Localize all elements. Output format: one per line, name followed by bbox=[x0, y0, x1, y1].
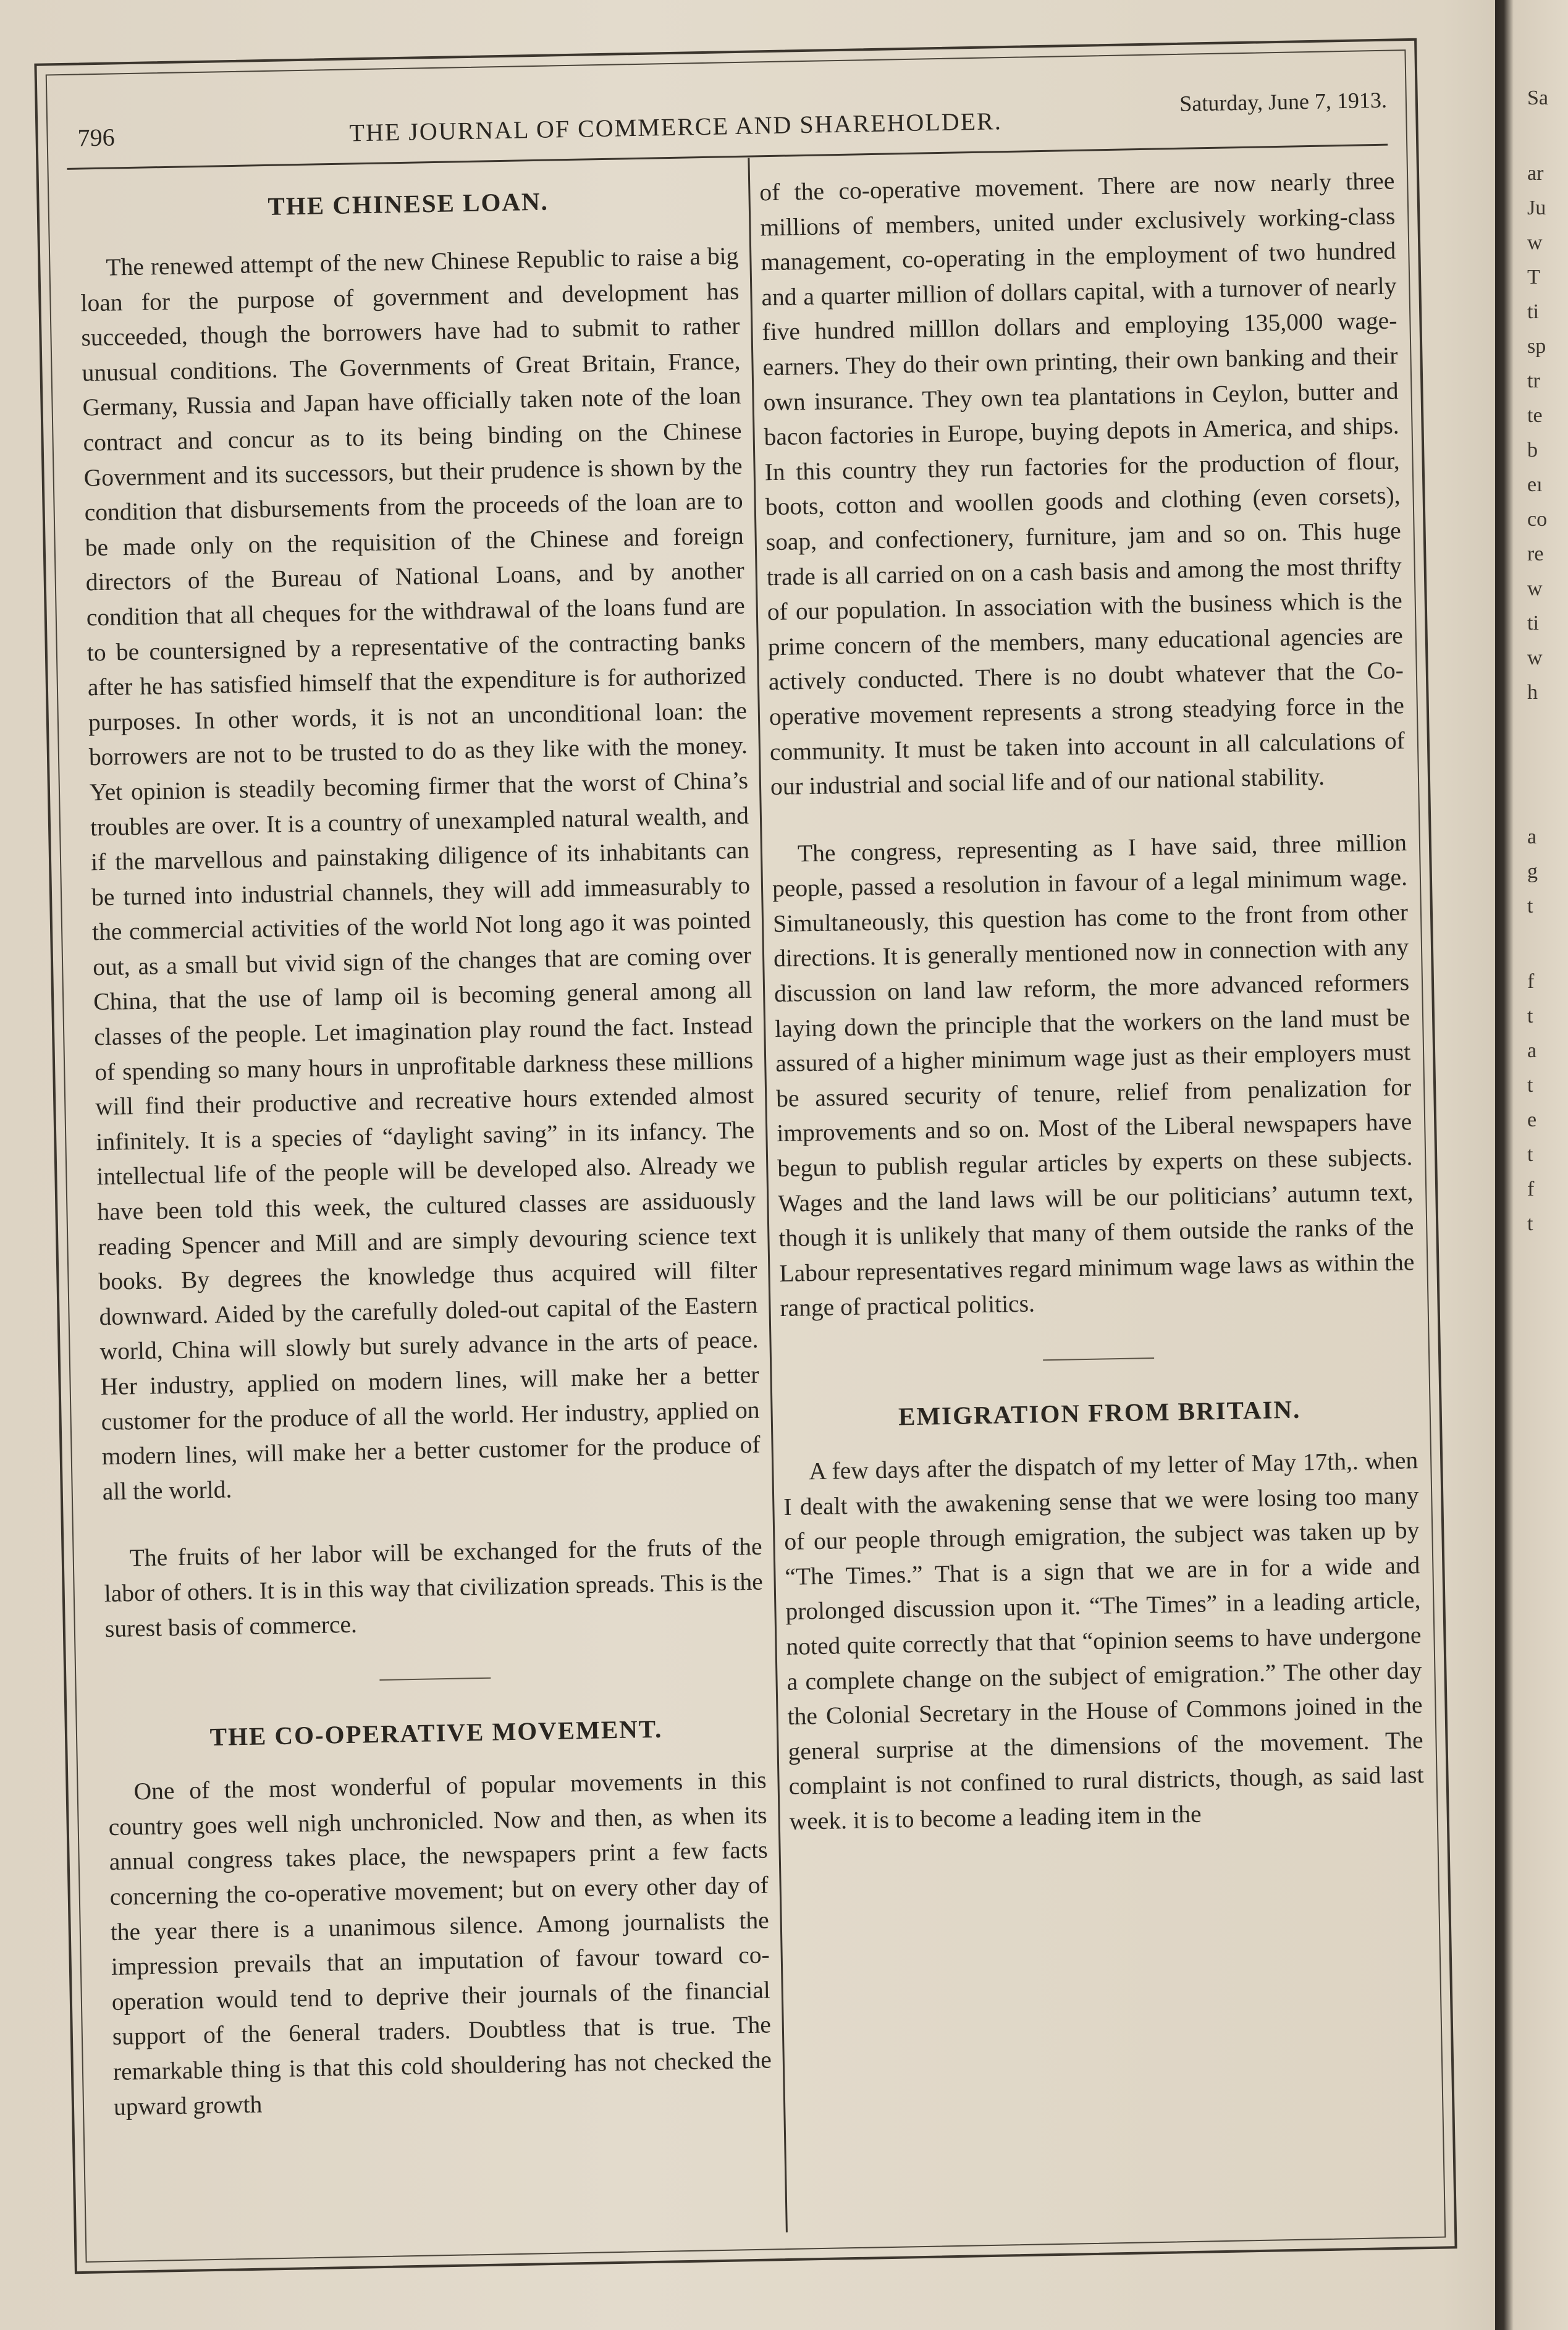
inner-border bbox=[46, 49, 1446, 2263]
adjacent-fragment: f bbox=[1527, 970, 1535, 993]
adjacent-fragment: t bbox=[1527, 1212, 1533, 1235]
headline-cooperative-movement: THE CO-OPERATIVE MOVEMENT. bbox=[209, 1714, 663, 1752]
adjacent-fragment: t bbox=[1527, 1005, 1533, 1028]
adjacent-fragment: f bbox=[1527, 1178, 1535, 1201]
adjacent-page-edge bbox=[1495, 0, 1568, 2330]
adjacent-fragment: eı bbox=[1527, 473, 1543, 496]
article-paragraph: A few days after the dispatch of my letter of May 17th,. when I dealt with the awakening sense that we were losing too many of our people through emigration, the subject was taken up by “The Times.” That is a sign that we are in for a wide and prolonged discussion upon it. “The Times” in a leading article, noted quite correctly that that “opinion seems to have undergone a complete change on the subject of emigration.” The other day the Colonial Secretary in the House of Commons joined in the general surprise at the dimensions of the movement. The complaint is not confined to rural districts, though, as said last week. it is to become a leading item in the bbox=[783, 1446, 1424, 1835]
adjacent-fragment: sp bbox=[1527, 335, 1546, 358]
adjacent-fragment: ti bbox=[1527, 612, 1539, 635]
adjacent-fragment: a bbox=[1527, 1039, 1537, 1062]
adjacent-fragment: b bbox=[1527, 439, 1538, 462]
adjacent-fragment: ar bbox=[1527, 162, 1544, 185]
adjacent-fragment: e bbox=[1527, 1108, 1537, 1131]
headline-emigration: EMIGRATION FROM BRITAIN. bbox=[898, 1395, 1301, 1431]
issue-date: Saturday, June 7, 1913. bbox=[1179, 87, 1388, 116]
adjacent-fragment: w bbox=[1527, 231, 1543, 254]
adjacent-fragment: w bbox=[1527, 577, 1543, 600]
left-column bbox=[78, 175, 774, 2227]
adjacent-fragment: Sa bbox=[1527, 87, 1548, 109]
section-separator bbox=[379, 1678, 491, 1681]
adjacent-fragment: w bbox=[1527, 646, 1543, 669]
article-paragraph: The fruits of her labor will be exchanged for the fruts of the labor of others. It is in this way that civilization spreads. This is the surest basis of commerce. bbox=[104, 1532, 764, 1642]
adjacent-fragment: Ju bbox=[1527, 196, 1546, 219]
page-number: 796 bbox=[77, 123, 116, 152]
adjacent-fragment: t bbox=[1527, 895, 1533, 918]
article-paragraph: One of the most wonderful of popular movements in this country goes well nigh unchronicled. Now and then, as when its annual congress takes place, the newspapers print a few facts concerning the co-operative movement; but on every other day of the year there is a unanimous silence. Among journalists the impression prevails that an imputation of favour toward co-operation would tend to deprive their journals of the financial support of the 6eneral traders. Doubtless that is true. The remarkable thing is that this cold shouldering has not checked the upward growth bbox=[108, 1766, 772, 2121]
section-separator bbox=[1043, 1357, 1154, 1361]
adjacent-fragment: ti bbox=[1527, 300, 1539, 323]
adjacent-fragment: co bbox=[1527, 508, 1548, 531]
adjacent-fragment: a bbox=[1527, 825, 1537, 848]
adjacent-fragment: te bbox=[1527, 404, 1543, 427]
right-column bbox=[759, 163, 1431, 2214]
article-paragraph: of the co-operative movement. There are now nearly three millions of members, united under exclusively working-class management, co-operating in the employment of two hundred and a quarter million of dollars capital, with a turnover of nearly five hundred milllon dollars and employing 135,000 wage-earners. They do their own printing, their own banking and their own insurance. They own tea plantations in Ceylon, butter and bacon factories in Europe, buying depots in America, and ships. In this country they run factories for the production of flour, boots, cotton and woollen goods and clothing (even corsets), soap, and confectionery, furniture, jam and so on. This huge trade is all carried on on a cash basis and among the most thrifty of our population. In association with the business which is the prime concern of the members, many educational agencies are actively conducted. There is no doubt whatever that the Co-operative movement represents a strong steadying force in the community. It must be taken into account in all calculations of our industrial and social life and of our national stability. bbox=[759, 167, 1406, 801]
adjacent-fragment: g bbox=[1527, 860, 1538, 883]
adjacent-fragment: t bbox=[1527, 1074, 1533, 1097]
adjacent-fragment: re bbox=[1527, 542, 1544, 565]
article-paragraph: The renewed attempt of the new Chinese Republic to raise a big loan for the purpose of government and development has succeeded, though the borrowers have had to submit to rather unusual conditions. The Governments of Great Britain, France, Germany, Russia and Japan have officially taken note of the loan contract and concur as to its being binding on the Chinese Government and its successors, but their prudence is shown by the condition that disbursements from the proceeds of the loan are to be made only on the requisition of the Chinese and foreign directors of the Bureau of National Loans, and by another condition that all cheques for the withdrawal of the loans fund are to be countersigned by a representative of the contracting banks after he has satisfied himself that the expenditure is for authorized purposes. In other words, it is not an unconditional loan: the borrowers are not to be trusted to do as they like with the money. Yet opinion is steadily becoming firmer that the worst of China’s troubles are over. It is a country of unexampled natural wealth, and if the marvellous and painstaking diligence of its inhabitants can be turned into industrial channels, they will add immeasurably to the commercial activities of the world Not long ago it was pointed out, as a small but vivid sign of the changes that are coming over China, that the use of lamp oil is becoming general among all classes of the people. Let imagination play round the fact. Instead of spending so many hours in unprofitable darkness these millions will find their productive and recreative hours extended almost infinitely. It is a species of “daylight saving” in its infancy. The intellectual life of the people will be developed also. Already we have been told this week, the cultured classes are assiduously reading Spencer and Mill and are simply devouring science text books. By degrees the knowledge thus acquired will filter downward. Aided by the carefully doled-out capital of the Eastern world, China will slowly but surely advance in the arts of peace. Her industry, applied on modern lines, will make her a better customer for the produce of all the world. Her industry, applied on modern lines, will make her a better customer for the produce of all the world. bbox=[80, 242, 761, 1505]
adjacent-fragment: h bbox=[1527, 681, 1538, 704]
adjacent-fragment: T bbox=[1527, 266, 1540, 289]
adjacent-fragment: t bbox=[1527, 1143, 1533, 1166]
journal-title: THE JOURNAL OF COMMERCE AND SHAREHOLDER. bbox=[349, 107, 1003, 147]
adjacent-fragment: tr bbox=[1527, 369, 1540, 392]
headline-chinese-loan: THE CHINESE LOAN. bbox=[268, 187, 549, 221]
article-paragraph: The congress, representing as I have said, three million people, passed a resolution in favour of a legal minimum wage. Simultaneously, this question has come to the front from other directions. It is generally mentioned now in connection with any discussion on land law reform, the more advanced reformers laying down the principle that the workers on the land must be assured of a higher minimum wage just as their employers must be assured security of tenure, relief from penalization for improvements and so on. Most of the Liberal newspapers have begun to publish regular articles by experts on these subjects. Wages and the land laws will be our politicians’ autumn text, though it is unlikely that many of them outside the ranks of the Labour representatives regard minimum wage laws as within the range of practical politics. bbox=[772, 829, 1415, 1322]
page-border bbox=[34, 38, 1457, 2274]
